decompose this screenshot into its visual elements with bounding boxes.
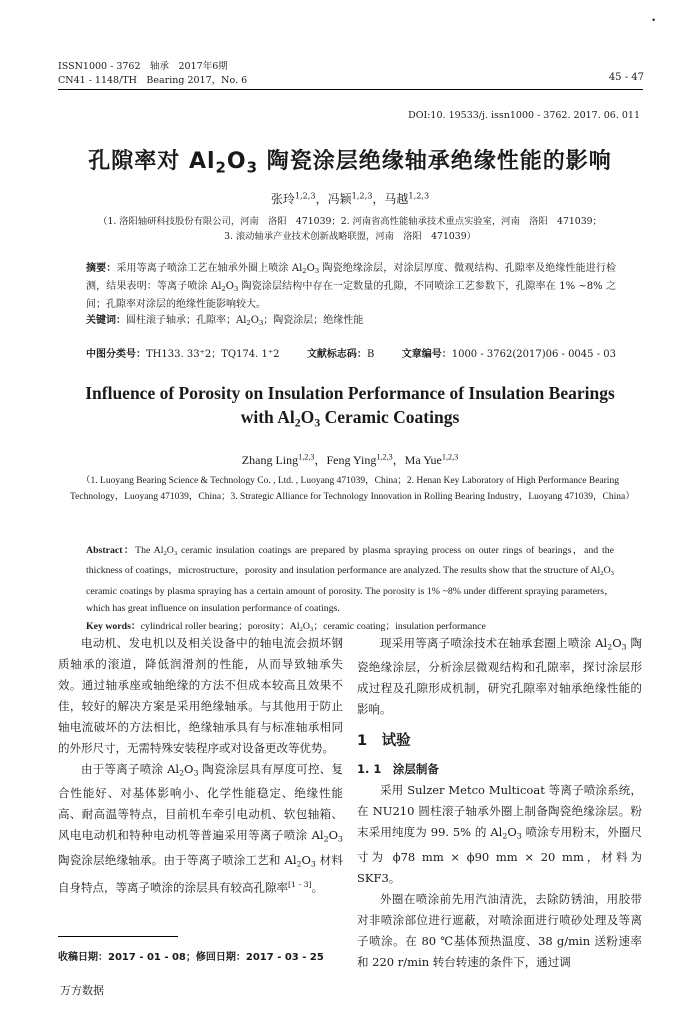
authors-chinese: 张玲$^{1,2,3}$，冯颖$^{1,2,3}$，马越$^{1,2,3}$ [270, 190, 430, 206]
author-name: 张玲 [270, 192, 295, 206]
classification-row: 中图分类号：TH133. 33⁺2；TQ174. 1⁺2 文献标志码：B 文章编号：1000 - 3762(2017)06 - 0045 - 03 [86, 349, 616, 360]
body-right-column [357, 633, 642, 973]
affiliations-english: （1. Luoyang Bearing Science & Technology Co. , Ltd. , Luoyang 471039，China；2. Henan Key Laboratory of High Performance Bearing Technology，Luoyang 471039，China；3. Strategic Alliance for Technology Innovation in Rolling Bearing Industry，Luoyang 471039，China） [70, 476, 635, 502]
author-name: Zhang Ling [241, 453, 299, 467]
paragraph: 由于等离子喷涂 $Al_2O_3$ 陶瓷涂层具有厚度可控、复合性能好、对基体影响小、化学性能稳定、绝缘性能高、耐高温等特点，目前机车牵引电动机、软包轴箱、风电电动机和特种电动机等普遍采用等离子喷涂 $Al_2O_3$ 陶瓷涂层绝缘轴承。由于等离子喷涂工艺和 $Al_2O_3$ 材料自身特点，等离子喷涂的涂层具有较高孔隙率[1 - 3]。 [58, 762, 344, 895]
cn-line: CN41 - 1148/TH Bearing 2017，No. 6 [58, 75, 248, 86]
affiliations-chinese: （1. 洛阳轴研科技股份有限公司，河南 洛阳 471039；2. 河南省高性能轴承技术重点实验室，河南 洛阳 471039； 3. 滚动轴承产业技术创新战略联盟，河南 洛阳 471039） [98, 216, 602, 242]
keywords-chinese: 关键词：圆柱滚子轴承；孔隙率；$Al_2O_3$；陶瓷涂层；绝缘性能 [86, 315, 364, 328]
abstract-label: 摘要： [86, 263, 117, 274]
citation: [1 - 3] [288, 880, 312, 890]
footnote-rule [58, 936, 178, 937]
title-english: Influence of Porosity on Insulation Performance of Insulation Bearings with $Al_2O_3$ Ceramic Coatings [85, 383, 615, 430]
paragraph: 采用 Sulzer Metco Multicoat 等离子喷涂系统，在 NU210 圆柱滚子轴承外圈上制备陶瓷绝缘涂层。粉末采用纯度为 99. 5% 的 $Al_2O_3$ 喷涂专用粉末，外圈尺寸为 ϕ78 mm × ϕ90 mm × 20 mm，材料为 SKF3。 [357, 783, 643, 885]
body-left-column [58, 633, 343, 898]
received-date-footnote: 收稿日期：2017 - 01 - 08；修回日期：2017 - 03 - 25 [58, 952, 324, 963]
subsection-heading: 1. 1 涂层制备 [357, 762, 439, 777]
author-name: 冯颖 [327, 192, 352, 206]
authors-english: Zhang Ling$^{1,2,3}$，Feng Ying$^{1,2,3}$，Ma Yue$^{1,2,3}$ [241, 452, 459, 467]
corner-dot: • [651, 16, 656, 25]
paragraph: 现采用等离子喷涂技术在轴承套圈上喷涂 $Al_2O_3$ 陶瓷绝缘涂层，分析涂层微观结构和孔隙率，探讨涂层形成过程及孔隙形成机制，研究孔隙率对轴承绝缘性能的影响。 [357, 636, 643, 717]
issn-line: ISSN1000 - 3762 轴承 2017年6期 [58, 61, 228, 72]
abstract-english: Abstract：The $Al_2O_3$ ceramic insulation coatings are prepared by plasma spraying process on outer rings of bearings，and the thickness of coatings，microstructure，porosity and insulation performance are analyzed. The results show that the structure of $Al_2O_3$ ceramic coatings by plasma spraying has a certain amount of porosity. The porosity is 1% ~8% under different spraying parameters，which has great influence on insulation performance of coatings. Key words：cylindrical roller bearing；porosity；$Al_2O_3$；ceramic coating；insulation performance [86, 542, 614, 638]
author-name: Feng Ying [326, 453, 377, 467]
author-name: Ma Yue [404, 453, 442, 467]
keywords-english: Key words：cylindrical roller bearing；porosity；$Al_2O_3$；ceramic coating；insulation performance [86, 620, 486, 633]
abstract-chinese: 摘要：采用等离子喷涂工艺在轴承外圈上喷涂 $Al_2O_3$ 陶瓷绝缘涂层，对涂层厚度、微观结构、孔隙率及绝缘性能进行检测，结果表明：等离子喷涂 $Al_2O_3$ 陶瓷涂层结构中存在一定数量的孔隙，不同喷涂工艺参数下，孔隙率在 1% ~8% 之间；孔隙率对涂层的绝缘性能影响较大。 关键词：圆柱滚子轴承；孔隙率；$Al_2O_3$；陶瓷涂层；绝缘性能 [86, 261, 616, 331]
doi: DOI:10. 19533/j. issn1000 - 3762. 2017. 06. 011 [408, 110, 640, 121]
paragraph: 电动机、发电机以及相关设备中的轴电流会损坏钢质轴承的滚道，降低润滑剂的性能，从而导致轴承失效。通过轴承座或轴绝缘的方法不但成本较高且效果不佳，较好的解决方案是采用绝缘轴承。与其他用于防止轴电流破坏的方法相比，绝缘轴承具有与标准轴承相同的外形尺寸，无需特殊安装程序或对设备更改等优势。 [58, 636, 343, 755]
section-heading: 1 试验 [357, 733, 411, 750]
author-name: 马越 [384, 192, 409, 206]
footer-watermark: 万方数据 [60, 984, 104, 997]
title-chinese: 孔隙率对 $Al_2O_3$ 陶瓷涂层绝缘轴承绝缘性能的影响 [88, 149, 612, 177]
paragraph: 外圈在喷涂前先用汽油清洗，去除防锈油，用胶带对非喷涂部位进行遮蔽，对喷涂面进行喷砂处理及等离子喷涂。在 80 ℃基体预热温度、38 g/min 送粉速率和 220 r/min 转台转速的条件下，通过调 [357, 891, 642, 969]
journal-header [58, 60, 247, 88]
header-rule [58, 89, 643, 90]
page-range: 45 - 47 [608, 72, 644, 83]
